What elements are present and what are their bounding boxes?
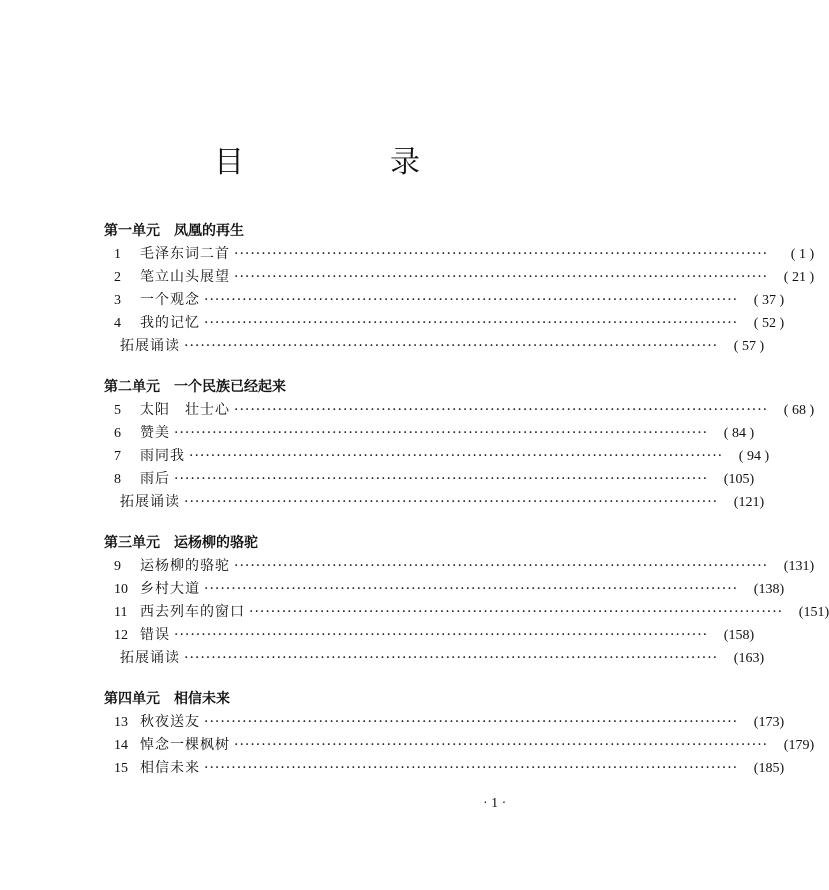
- leader-dots: ··································································································: [204, 760, 739, 776]
- entry-title: 雨同我: [140, 448, 185, 464]
- entry-number: 4: [114, 316, 121, 331]
- entry-number: 7: [114, 449, 121, 464]
- unit-label: 第一单元: [104, 223, 160, 239]
- unit-2: [104, 376, 815, 514]
- unit-4: [104, 688, 815, 780]
- entry-page: ( 94 ): [738, 449, 770, 464]
- entry-title: 笔立山头展望: [140, 269, 230, 285]
- entry-page: (121): [733, 495, 765, 510]
- toc-entry[interactable]: [104, 468, 755, 491]
- entry-number: 9: [114, 559, 121, 574]
- entry-page: ( 1 ): [790, 247, 815, 262]
- toc-entry[interactable]: [104, 757, 785, 780]
- toc-entry[interactable]: [104, 289, 785, 312]
- entry-title: 悼念一棵枫树: [140, 737, 230, 753]
- entry-title: 雨后: [140, 471, 170, 487]
- entry-number: 10: [114, 582, 128, 597]
- entry-number: 14: [114, 738, 128, 753]
- leader-dots: ··································································································: [234, 402, 769, 418]
- leader-dots: ··································································································: [204, 581, 739, 597]
- toc-entry[interactable]: [104, 243, 815, 266]
- leader-dots: ··································································································: [249, 604, 784, 620]
- unit-label: 第三单元: [104, 535, 160, 551]
- entry-page: (158): [723, 628, 755, 643]
- entry-page: (179): [783, 738, 815, 753]
- toc-entry[interactable]: [104, 578, 785, 601]
- entry-page: ( 37 ): [753, 293, 785, 308]
- unit-label: 第二单元: [104, 379, 160, 395]
- table-of-contents: [104, 220, 829, 780]
- page-title: 目 录: [214, 145, 478, 180]
- leader-dots: ··································································································: [234, 269, 769, 285]
- toc-entry[interactable]: [104, 555, 815, 578]
- entry-page: (105): [723, 472, 755, 487]
- toc-entry[interactable]: [104, 422, 755, 445]
- unit-1: [104, 220, 815, 358]
- entry-page: ( 68 ): [783, 403, 815, 418]
- entry-page: (173): [753, 715, 785, 730]
- entry-title: 相信未来: [140, 760, 200, 776]
- entry-page: (131): [783, 559, 815, 574]
- entry-title: 运杨柳的骆驼: [140, 558, 230, 574]
- leader-dots: ··································································································: [234, 246, 769, 262]
- unit-heading: [104, 532, 530, 555]
- leader-dots: ··································································································: [204, 292, 739, 308]
- leader-dots: ··································································································: [184, 650, 719, 666]
- entry-title: 西去列车的窗口: [140, 604, 245, 620]
- leader-dots: ··································································································: [174, 425, 709, 441]
- entry-page: (185): [753, 761, 785, 776]
- unit-heading: [104, 376, 530, 399]
- unit-name: 凤凰的再生: [174, 223, 244, 239]
- entry-page: ( 84 ): [723, 426, 755, 441]
- leader-dots: ··································································································: [204, 315, 739, 331]
- leader-dots: ··································································································: [204, 714, 739, 730]
- toc-extended-reading[interactable]: [104, 335, 765, 358]
- leader-dots: ··································································································: [234, 737, 769, 753]
- leader-dots: ··································································································: [174, 627, 709, 643]
- leader-dots: ··································································································: [174, 471, 709, 487]
- leader-dots: ··································································································: [189, 448, 724, 464]
- toc-entry[interactable]: [104, 624, 755, 647]
- entry-number: 6: [114, 426, 121, 441]
- toc-entry[interactable]: [104, 711, 785, 734]
- toc-extended-reading[interactable]: [104, 491, 765, 514]
- entry-title: 我的记忆: [140, 315, 200, 331]
- entry-number: 5: [114, 403, 121, 418]
- entry-title: 秋夜送友: [140, 714, 200, 730]
- entry-number: 12: [114, 628, 128, 643]
- entry-number: 3: [114, 293, 121, 308]
- entry-page: ( 21 ): [783, 270, 815, 285]
- entry-number: 2: [114, 270, 121, 285]
- entry-title: 错误: [140, 627, 170, 643]
- entry-number: 8: [114, 472, 121, 487]
- toc-entry[interactable]: [104, 399, 815, 422]
- entry-title: 乡村大道: [140, 581, 200, 597]
- entry-title: 一个观念: [140, 292, 200, 308]
- unit-3: [104, 532, 829, 670]
- entry-title: 拓展诵读: [120, 338, 180, 354]
- entry-number: 1: [114, 247, 121, 262]
- toc-entry[interactable]: [104, 734, 815, 757]
- leader-dots: ··································································································: [184, 494, 719, 510]
- toc-entry[interactable]: [104, 445, 770, 468]
- entry-title: 赞美: [140, 425, 170, 441]
- toc-entry[interactable]: [104, 601, 829, 624]
- leader-dots: ··································································································: [184, 338, 719, 354]
- entry-page: ( 57 ): [733, 339, 765, 354]
- toc-extended-reading[interactable]: [104, 647, 765, 670]
- entry-title: 拓展诵读: [120, 494, 180, 510]
- entry-title: 太阳 壮士心: [140, 402, 230, 418]
- entry-page: ( 52 ): [753, 316, 785, 331]
- leader-dots: ··································································································: [234, 558, 769, 574]
- entry-page: (163): [733, 651, 765, 666]
- unit-name: 运杨柳的骆驼: [174, 535, 258, 551]
- entry-number: 13: [114, 715, 128, 730]
- unit-heading: [104, 220, 530, 243]
- toc-entry[interactable]: [104, 266, 815, 289]
- entry-title: 拓展诵读: [120, 650, 180, 666]
- unit-heading: [104, 688, 530, 711]
- unit-label: 第四单元: [104, 691, 160, 707]
- entry-number: 15: [114, 761, 128, 776]
- entry-page: (138): [753, 582, 785, 597]
- entry-title: 毛泽东词二首: [140, 246, 230, 262]
- entry-number: 11: [114, 605, 128, 620]
- toc-entry[interactable]: [104, 312, 785, 335]
- unit-name: 相信未来: [174, 691, 230, 707]
- page-number: · 1 ·: [483, 796, 507, 811]
- entry-page: (151): [798, 605, 829, 620]
- unit-name: 一个民族已经起来: [174, 379, 286, 395]
